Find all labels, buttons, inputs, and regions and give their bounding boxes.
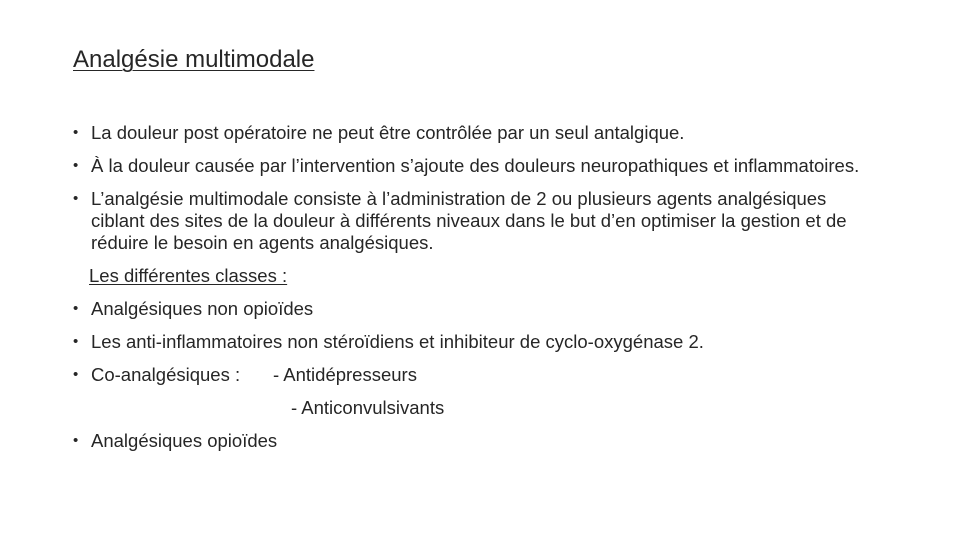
bullet-icon: • <box>73 333 79 350</box>
bullet-text: L’analgésie multimodale consiste à l’administration de 2 ou plusieurs agents analgésiques ciblant des sites de la douleur à différents niveaux dans le but d’en optimiser la gestion et de réduire le besoin en agents analgésiques. <box>91 188 847 253</box>
classes-heading: Les différentes classes : <box>89 265 288 286</box>
coanalgesics-subline <box>73 397 873 419</box>
bullet-item <box>73 122 873 144</box>
bullet-icon: • <box>73 366 79 383</box>
coanalgesics-label: Co-analgésiques : <box>91 364 241 385</box>
bullet-text: Les anti-inflammatoires non stéroïdiens et inhibiteur de cyclo-oxygénase 2. <box>91 331 704 352</box>
bullet-item <box>73 298 873 320</box>
bullet-text: Analgésiques non opioïdes <box>91 298 314 319</box>
bullet-icon: • <box>73 157 79 174</box>
bullet-item <box>73 155 873 177</box>
bullet-text: La douleur post opératoire ne peut être contrôlée par un seul antalgique. <box>91 122 685 143</box>
bullet-icon: • <box>73 300 79 317</box>
bullet-item <box>73 331 873 353</box>
coanalgesics-item: - Anticonvulsivants <box>291 397 445 418</box>
bullet-icon: • <box>73 190 79 207</box>
bullet-icon: • <box>73 124 79 141</box>
bullet-item <box>73 188 873 254</box>
slide-content <box>73 122 873 463</box>
coanalgesics-item: - Antidépresseurs <box>273 364 417 385</box>
bullet-text: Analgésiques opioïdes <box>91 430 278 451</box>
classes-heading-row <box>73 265 873 287</box>
bullet-text: À la douleur causée par l’intervention s’ajoute des douleurs neuropathiques et inflammatoires. <box>91 155 860 176</box>
slide-title: Analgésie multimodale <box>73 46 315 73</box>
bullet-icon: • <box>73 432 79 449</box>
bullet-item-coanalgesics <box>73 364 873 386</box>
bullet-item <box>73 430 873 452</box>
